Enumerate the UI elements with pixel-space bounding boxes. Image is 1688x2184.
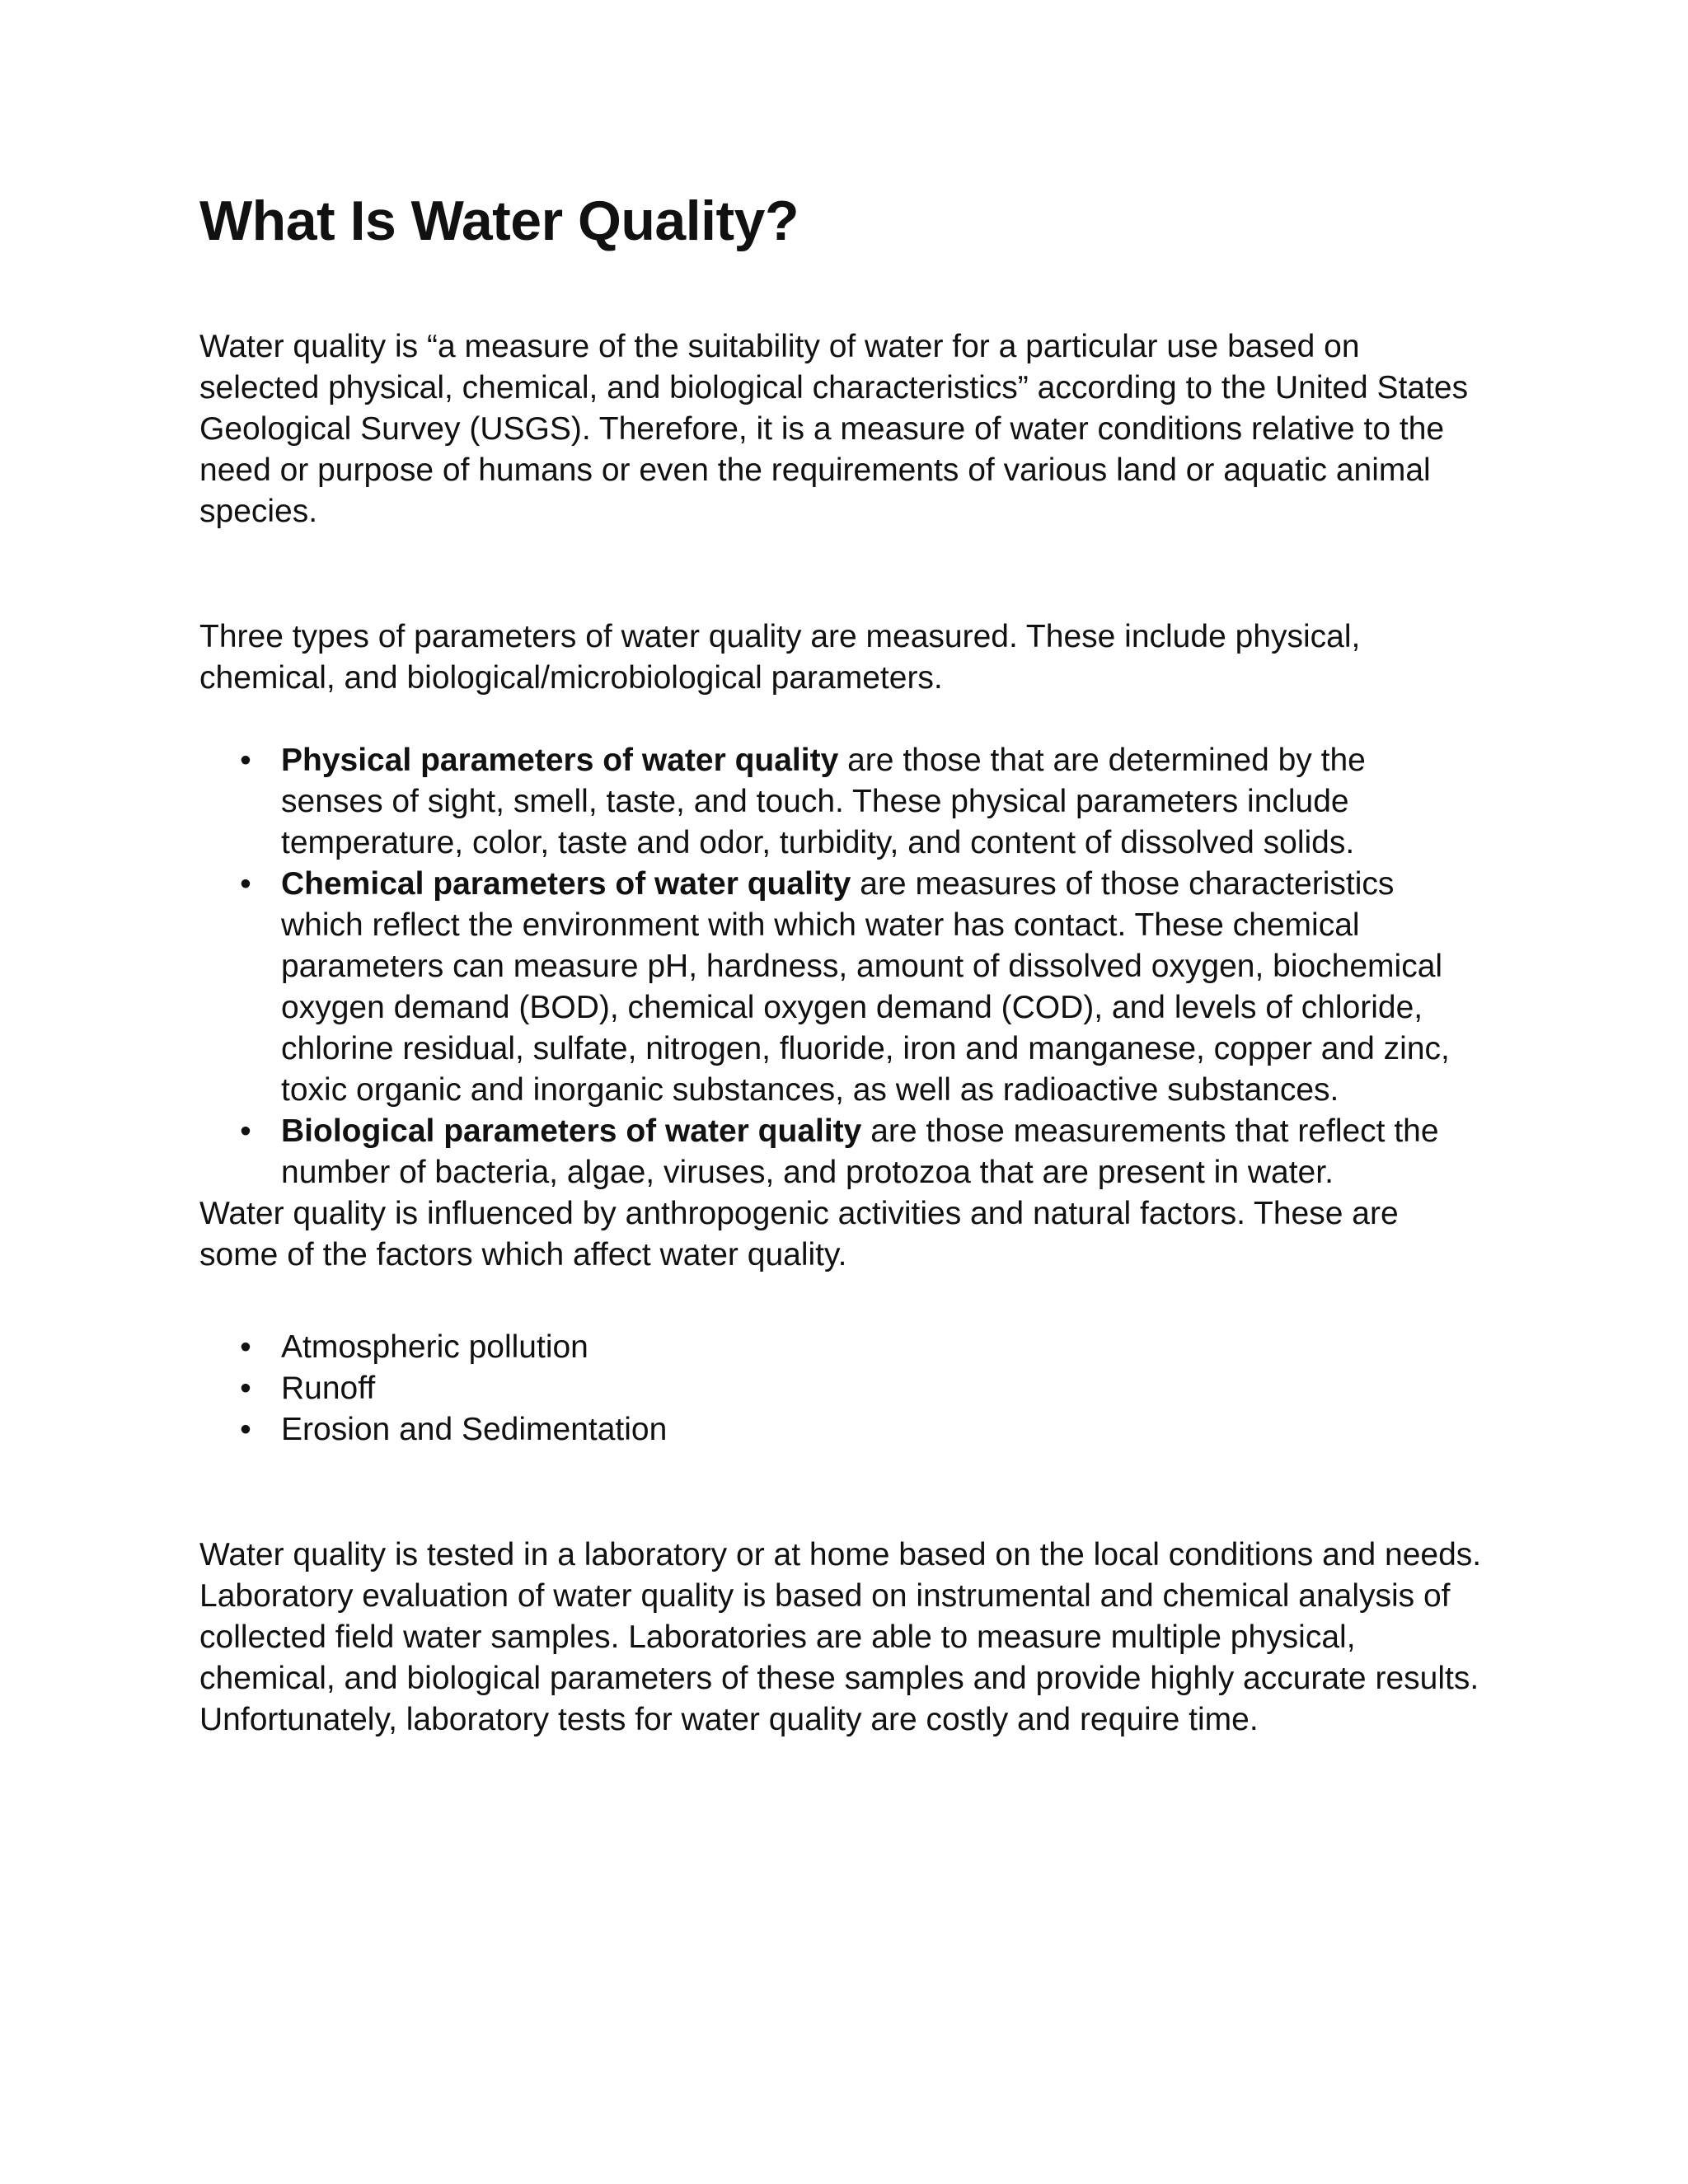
bullet-icon: • [240,743,251,778]
bullet-icon: • [240,1412,251,1447]
factor-label: Runoff [281,1371,376,1406]
list-item-factor [199,1368,1485,1409]
parameter-description: are those that are determined by the senses of sight, smell, taste, and touch. These physical parameters include temperature, color, taste and odor, turbidity, and content of dissolved solids. [281,743,1366,860]
bullet-icon: • [240,1371,251,1406]
parameter-term: Biological parameters of water quality [281,1113,862,1149]
parameter-list [199,740,1461,1193]
parameter-description: are measures of those characteristics which reflect the environment with which water has contact. These chemical parameters can measure pH, hardness, amount of dissolved oxygen, biochemical oxygen demand (BOD), chemical oxygen demand (COD), and levels of chloride, chlorine residual, sulfate, nitrogen, fluoride, iron and manganese, copper and zinc, toxic organic and inorganic substances, as well as radioactive substances. [281,866,1450,1108]
list-item-factor [199,1409,1485,1451]
parameter-description: are those measurements that reflect the number of bacteria, algae, viruses, and protozoa that are present in water. [281,1113,1439,1190]
bullet-icon: • [240,1329,251,1365]
bullet-icon: • [240,1113,251,1149]
list-item-chemical [199,864,1461,1111]
list-item-factor [199,1327,1485,1368]
parameter-types-paragraph: Three types of parameters of water quality are measured. These include physical, chemical, and biological/microbiological parameters. [199,619,1361,696]
influence-paragraph: Water quality is influenced by anthropogenic activities and natural factors. These are some of the factors which affect water quality. [199,1196,1399,1272]
list-item-physical [199,740,1461,864]
parameter-term: Chemical parameters of water quality [281,866,851,902]
parameter-term: Physical parameters of water quality [281,743,839,778]
factors-list [199,1327,1485,1451]
bullet-icon: • [240,866,251,902]
factor-label: Atmospheric pollution [281,1329,588,1365]
list-item-biological [199,1111,1461,1193]
document-page [199,188,1485,1741]
page-title: What Is Water Quality? [199,190,799,252]
intro-paragraph: Water quality is “a measure of the suitability of water for a particular use based on selected physical, chemical, and biological characteristics” according to the United States Geological Survey (USGS). Therefore, it is a measure of water conditions relative to the need or purpose of humans or even the requirements of various land or aquatic animal species. [199,329,1469,529]
factor-label: Erosion and Sedimentation [281,1412,668,1447]
lab-testing-paragraph: Water quality is tested in a laboratory or at home based on the local conditions and needs. Laboratory evaluation of water quality is based on instrumental and chemical analysis of collected field water samples. Laboratories are able to measure multiple physical, chemical, and biological parameters of these samples and provide highly accurate results. Unfortunately, laboratory tests for water quality are costly and require time. [199,1537,1482,1737]
